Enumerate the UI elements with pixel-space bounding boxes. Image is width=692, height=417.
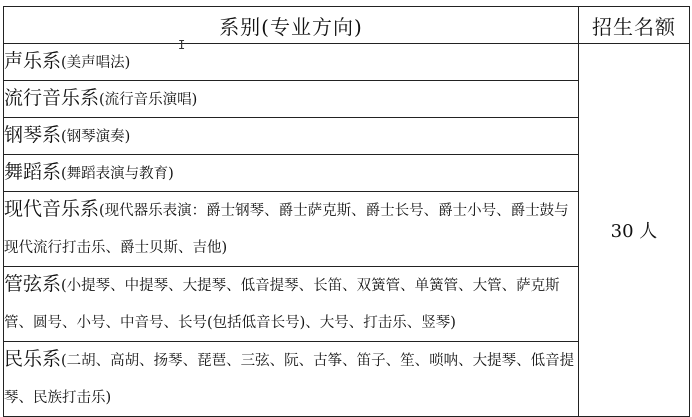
dept-detail: (舞蹈表演与教育) bbox=[61, 166, 174, 182]
dept-name: 管弦系 bbox=[4, 273, 62, 295]
dept-cell bbox=[4, 155, 579, 192]
dept-detail: (二胡、高胡、扬琴、琵琶、三弦、阮、古筝、笛子、笙、唢呐、大提琴、低音提琴、民族打击乐) bbox=[4, 353, 575, 406]
quota-value: 30 人 bbox=[579, 44, 690, 417]
dept-name: 流行音乐系 bbox=[4, 87, 100, 109]
text-cursor-icon: I bbox=[178, 38, 186, 52]
dept-cell bbox=[4, 44, 579, 81]
dept-cell bbox=[4, 342, 579, 417]
dept-cell bbox=[4, 81, 579, 118]
header-quota: 招生名额 bbox=[579, 7, 690, 44]
dept-cell bbox=[4, 267, 579, 342]
dept-name: 钢琴系 bbox=[4, 124, 62, 146]
table-row bbox=[4, 44, 690, 81]
header-major: 系别(专业方向) bbox=[4, 7, 579, 44]
dept-detail: (现代器乐表演：爵士钢琴、爵士萨克斯、爵士长号、爵士小号、爵士鼓与现代流行打击乐、爵士贝斯、吉他) bbox=[4, 203, 569, 256]
dept-cell bbox=[4, 118, 579, 155]
enrollment-quota-table bbox=[3, 6, 690, 417]
dept-detail: (美声唱法) bbox=[61, 55, 131, 71]
dept-cell bbox=[4, 192, 579, 267]
dept-name: 声乐系 bbox=[4, 50, 62, 72]
dept-detail: (流行音乐演唱) bbox=[99, 92, 198, 108]
dept-name: 舞蹈系 bbox=[4, 161, 62, 183]
dept-name: 民乐系 bbox=[4, 348, 62, 370]
dept-detail: (钢琴演奏) bbox=[61, 129, 131, 145]
table-header-row bbox=[4, 7, 690, 44]
dept-name: 现代音乐系 bbox=[4, 198, 100, 220]
dept-detail: (小提琴、中提琴、大提琴、低音提琴、长笛、双簧管、单簧管、大管、萨克斯管、圆号、小号、中音号、长号(包括低音长号)、大号、打击乐、竖琴) bbox=[4, 278, 560, 331]
